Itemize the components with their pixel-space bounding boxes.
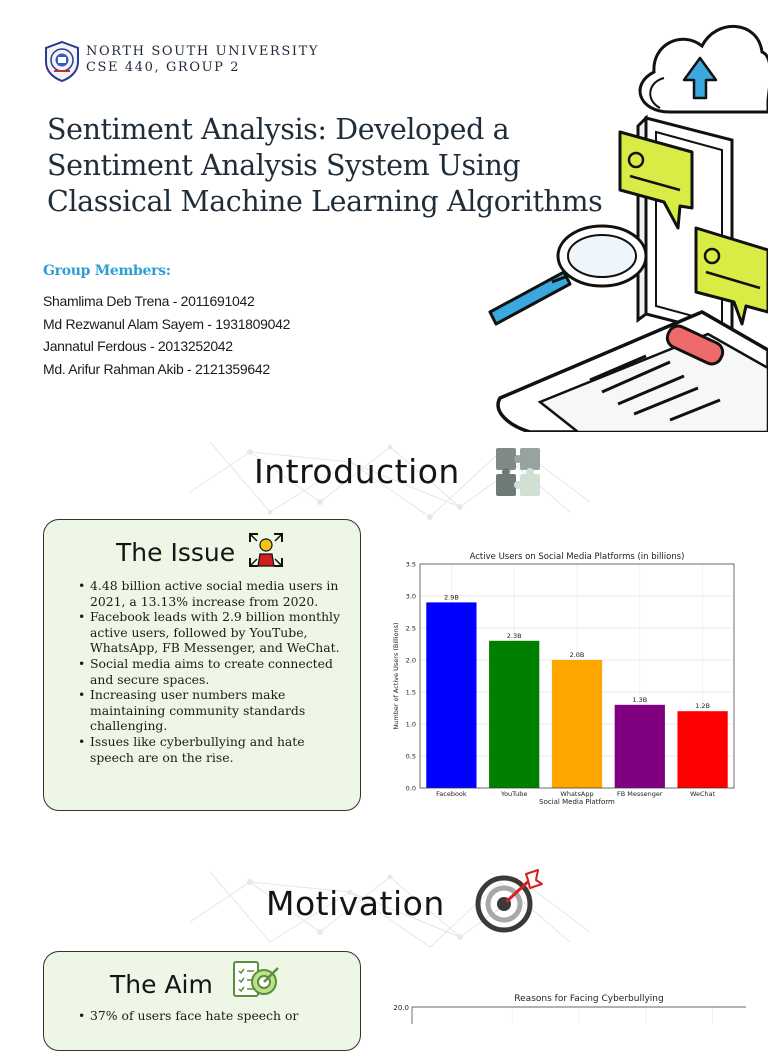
data-label: 2.3B xyxy=(506,631,522,640)
y-tick-label: 2.5 xyxy=(405,624,416,633)
aim-bullets xyxy=(78,1008,344,1024)
y-tick-label: 20.0 xyxy=(393,1004,409,1012)
data-label: 1.3B xyxy=(632,695,648,704)
y-tick-label: 3.5 xyxy=(405,560,416,569)
bar xyxy=(426,602,476,788)
bullet-item: • Facebook leads with 2.9 billion monthly active users, followed by YouTube, WhatsApp, FB Messenger, and WeChat. xyxy=(78,609,344,656)
y-tick-label: 1.5 xyxy=(405,688,416,697)
x-tick-label: FB Messenger xyxy=(617,790,663,798)
card-title-the-aim: The Aim xyxy=(110,970,213,999)
y-tick-label: 0.0 xyxy=(405,784,416,793)
bullet-item: • Social media aims to create connected and secure spaces. xyxy=(78,656,344,687)
university-logo xyxy=(44,40,80,82)
y-tick-label: 1.0 xyxy=(405,720,416,729)
bullet-item: • 37% of users face hate speech or xyxy=(78,1008,344,1024)
bar xyxy=(615,705,665,788)
active-users-bar-chart xyxy=(388,548,740,810)
y-axis-label: Number of Active Users (Billions) xyxy=(392,622,400,730)
puzzle-icon xyxy=(494,446,544,500)
course-group: CSE 440, GROUP 2 xyxy=(86,60,241,75)
card-title-the-issue: The Issue xyxy=(116,538,236,567)
member-item: Md Rezwanul Alam Sayem - 1931809042 xyxy=(43,315,291,332)
x-tick-label: Facebook xyxy=(436,790,467,798)
x-tick-label: WeChat xyxy=(689,790,716,798)
member-item: Jannatul Ferdous - 2013252042 xyxy=(43,338,233,354)
magnifier-icon xyxy=(490,226,646,324)
title-line: Classical Machine Learning Algorithms xyxy=(47,185,603,218)
issue-card xyxy=(43,519,361,811)
issue-bullets xyxy=(78,578,344,765)
section-title-introduction: Introduction xyxy=(254,452,460,491)
chart-title: Active Users on Social Media Platforms (in billions) xyxy=(469,552,685,562)
x-tick-label: WhatsApp xyxy=(560,790,594,798)
aim-card xyxy=(43,951,361,1051)
bullet-item: • Issues like cyberbullying and hate speech are on the rise. xyxy=(78,734,344,765)
bar xyxy=(677,711,727,788)
y-tick-label: 2.0 xyxy=(405,656,416,665)
university-name-block xyxy=(86,44,319,76)
target-arrow-icon xyxy=(470,868,544,934)
checklist-target-icon xyxy=(230,958,282,1002)
data-label: 2.9B xyxy=(444,593,459,602)
title-line: Sentiment Analysis System Using xyxy=(47,149,521,182)
bar xyxy=(489,641,539,788)
group-members-list xyxy=(43,290,290,380)
chart-title: Reasons for Facing Cyberbullying xyxy=(514,994,664,1004)
cloud-upload-icon xyxy=(640,26,768,112)
x-axis-label: Social Media Platform xyxy=(539,798,615,806)
y-tick-label: 3.0 xyxy=(405,592,416,601)
bullet-item: • Increasing user numbers make maintaining community standards challenging. xyxy=(78,687,344,734)
group-members-label: Group Members: xyxy=(43,263,171,279)
member-item: Md. Arifur Rahman Akib - 2121359642 xyxy=(43,360,270,377)
bullet-item: • 4.48 billion active social media users in 2021, a 13.13% increase from 2020. xyxy=(78,578,344,609)
data-label: 1.2B xyxy=(695,702,710,711)
member-item: Shamlima Deb Trena - 2011691042 xyxy=(43,293,255,309)
x-tick-label: YouTube xyxy=(500,790,528,798)
section-title-motivation: Motivation xyxy=(266,884,445,923)
document-board-icon xyxy=(498,312,768,432)
hero-illustration xyxy=(470,0,768,432)
data-label: 2.0B xyxy=(569,651,585,659)
cyberbullying-reasons-chart xyxy=(388,988,748,1024)
university-name: NORTH SOUTH UNIVERSITY xyxy=(86,44,320,59)
bar xyxy=(552,660,602,788)
target-person-icon xyxy=(248,532,284,568)
title-line: Sentiment Analysis: Developed a xyxy=(47,113,510,146)
y-tick-label: 0.5 xyxy=(405,752,416,761)
